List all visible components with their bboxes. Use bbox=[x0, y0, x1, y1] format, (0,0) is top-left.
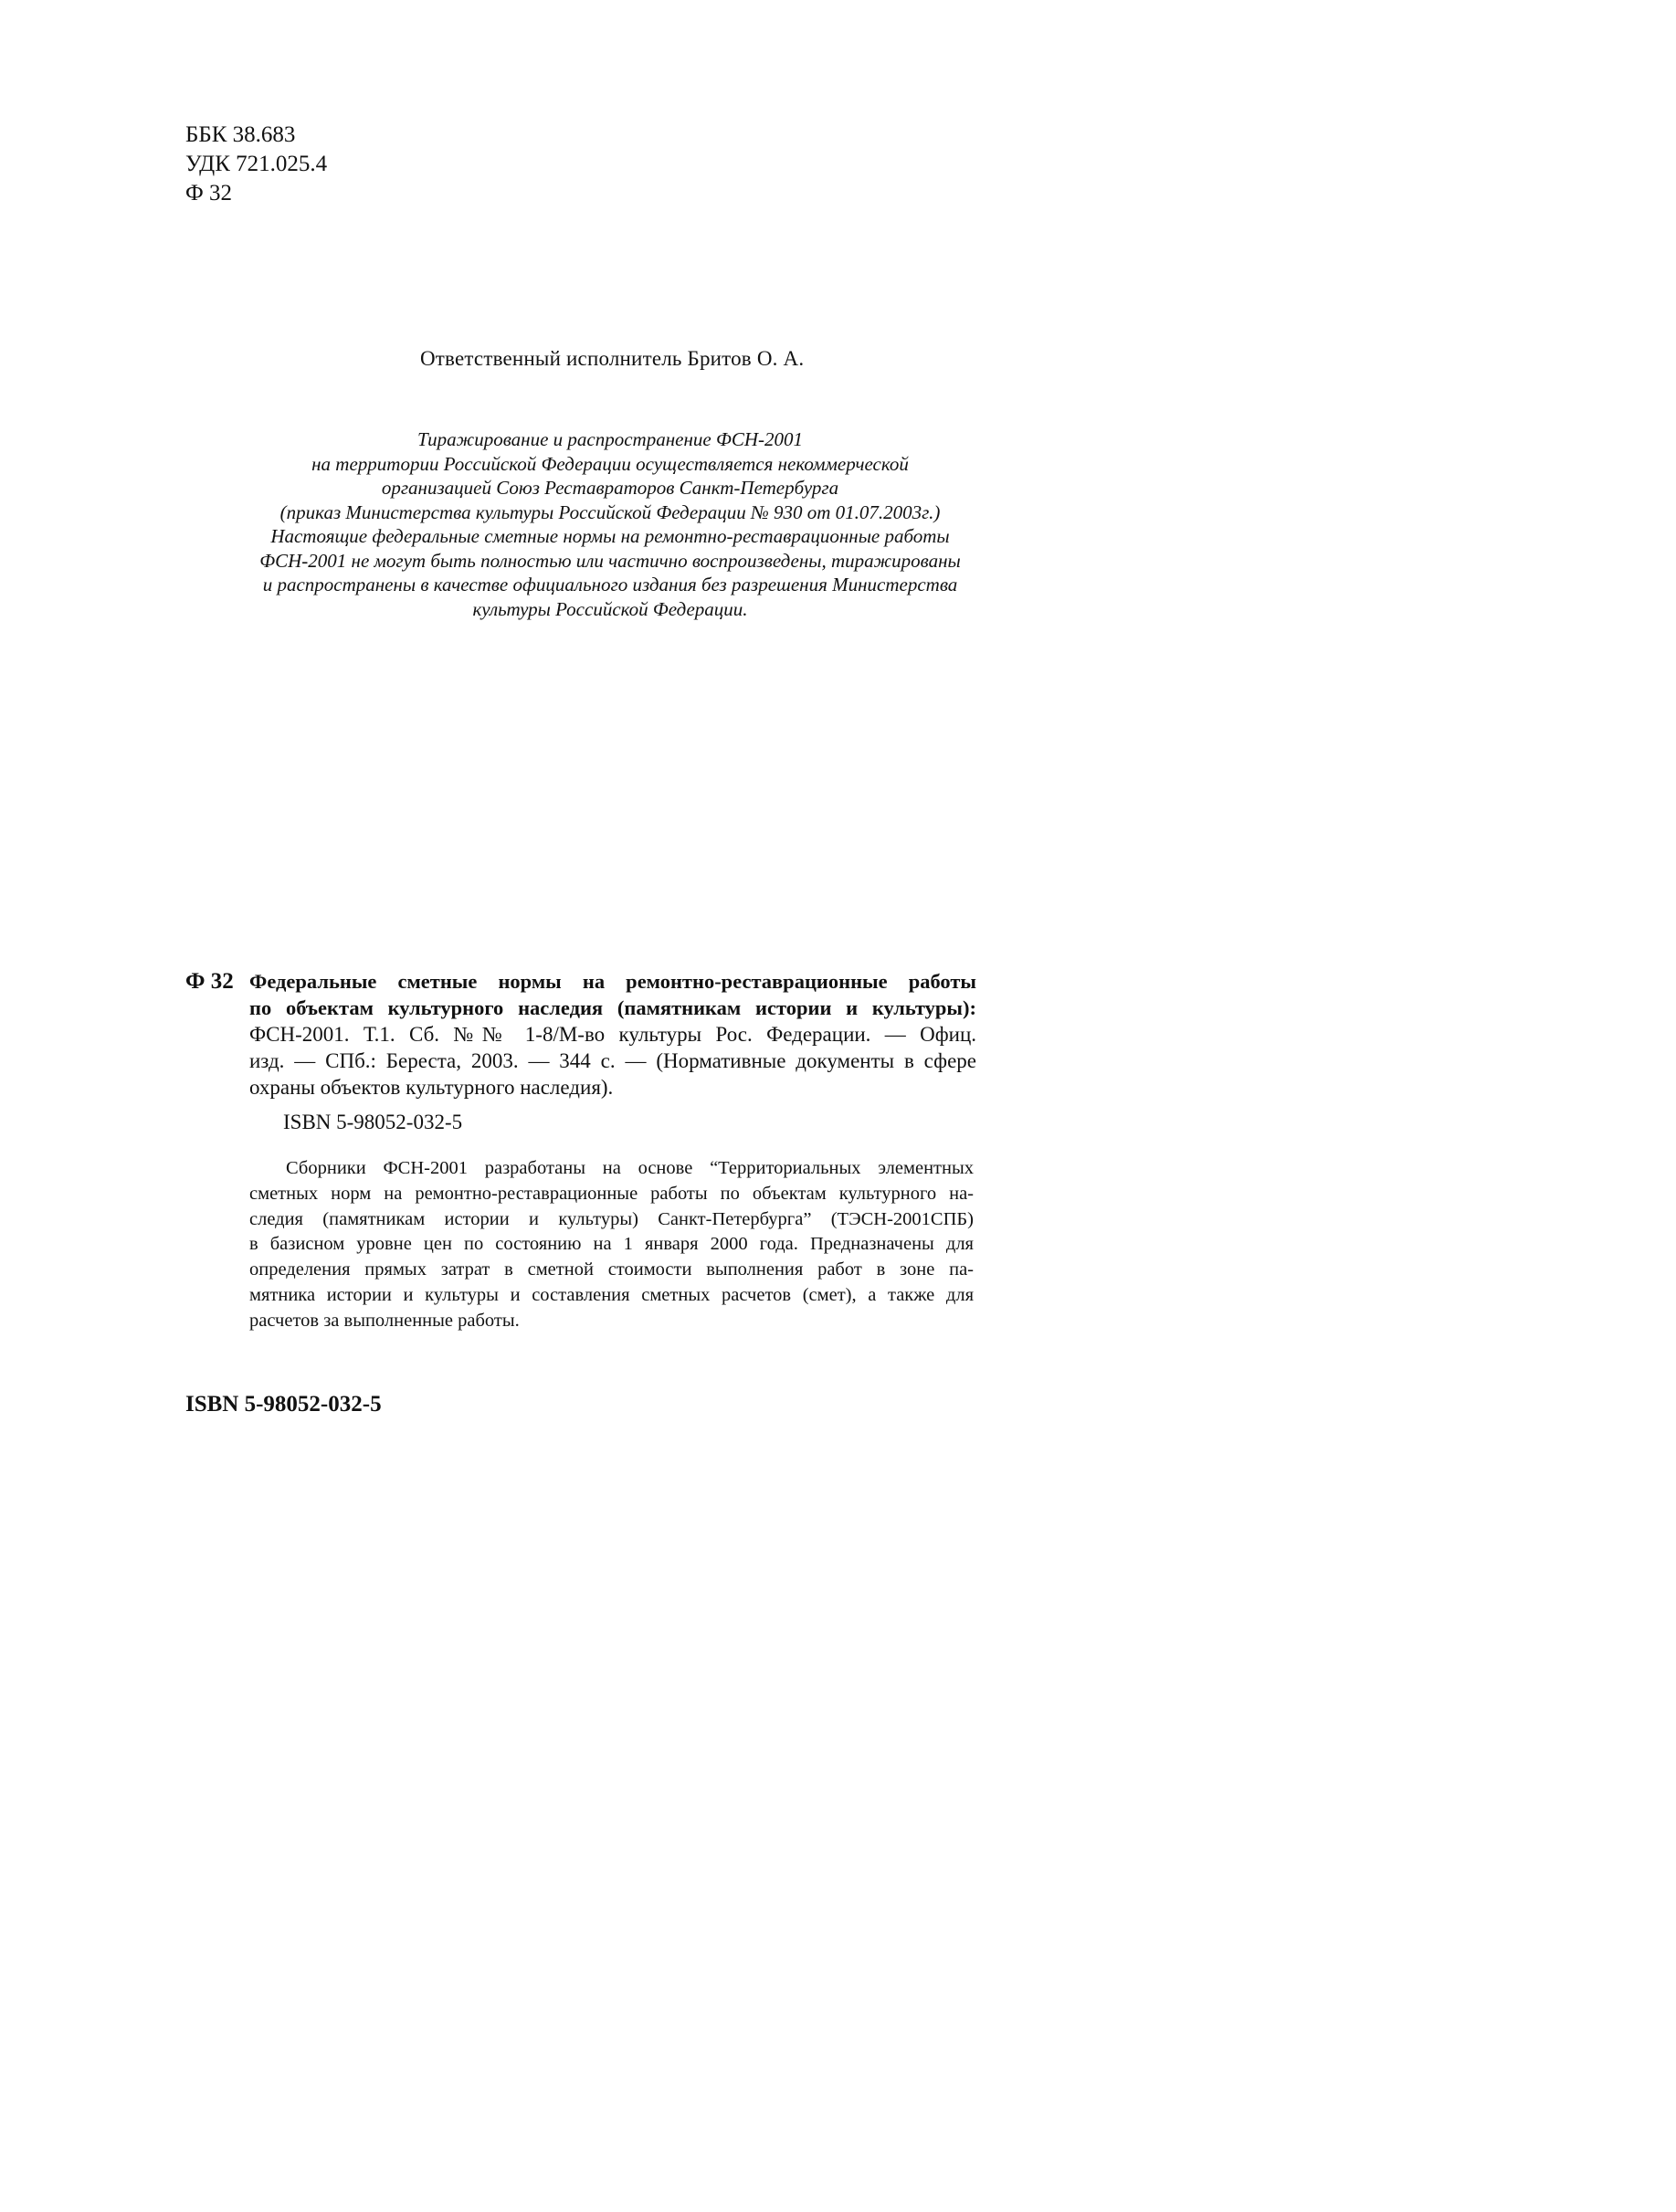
abstract-line: следия (памятникам истории и культуры) Санкт-Петербурга” (ТЭСН-2001СПБ) bbox=[249, 1208, 974, 1229]
abstract-line: расчетов за выполненные работы. bbox=[249, 1310, 520, 1331]
abstract-line: мятника истории и культуры и составления сметных расчетов (смет), а также для bbox=[249, 1284, 974, 1305]
notice-line: Тиражирование и распространение ФСН-2001 bbox=[416, 428, 803, 450]
bib-line: ФСН-2001. Т.1. Сб. №№ 1-8/М-во культуры Рос. Федерации. — Офиц. bbox=[249, 1023, 976, 1046]
document-page bbox=[0, 0, 1096, 1447]
udk-code: УДК 721.025.4 bbox=[185, 152, 328, 176]
bib-description bbox=[249, 968, 976, 1101]
abstract-line: в базисном уровне цен по состоянию на 1 января 2000 года. Предназначены для bbox=[249, 1234, 974, 1255]
bib-line: изд. — СПб.: Береста, 2003. — 344 с. — (Нормативные документы в сфере bbox=[249, 1049, 976, 1072]
notice-line: на территории Российской Федерации осуществляется некоммерческой bbox=[311, 452, 909, 475]
notice-line: ФСН-2001 не могут быть полностью или частично воспроизведены, тиражированы bbox=[259, 549, 961, 572]
copyright-notice bbox=[228, 427, 992, 621]
abstract-line: сметных норм на ремонтно-реставрационные работы по объектам культурного на- bbox=[249, 1183, 974, 1204]
bib-title-line: Федеральные сметные нормы на ремонтно-реставрационные работы bbox=[249, 970, 976, 993]
abstract bbox=[249, 1156, 974, 1334]
abstract-line: определения прямых затрат в сметной стоимости выполнения работ в зоне па- bbox=[249, 1259, 974, 1280]
bib-line: охраны объектов культурного наследия). bbox=[249, 1076, 614, 1099]
bbk-code: ББК 38.683 bbox=[185, 122, 296, 147]
isbn-bottom: ISBN 5-98052-032-5 bbox=[185, 1392, 382, 1417]
classification-block bbox=[185, 121, 327, 208]
abstract-line: Сборники ФСН-2001 разработаны на основе “Территориальных элементных bbox=[286, 1158, 974, 1178]
notice-line: и распространены в качестве официального издания без разрешения Министерства bbox=[262, 574, 958, 595]
notice-line: Настоящие федеральные сметные нормы на ремонтно-реставрационные работы bbox=[270, 525, 950, 547]
author-sign-code: Ф 32 bbox=[185, 181, 233, 205]
bib-title-line: по объектам культурного наследия (памятникам истории и культуры): bbox=[249, 996, 976, 1019]
notice-line: культуры Российской Федерации. bbox=[472, 597, 748, 620]
bib-author-sign: Ф 32 bbox=[185, 969, 234, 994]
notice-line: (приказ Министерства культуры Российской Федерации № 930 от 01.07.2003г.) bbox=[279, 500, 941, 523]
notice-line: организацией Союз Реставраторов Санкт-Петербурга bbox=[381, 477, 839, 499]
responsible-executor: Ответственный исполнитель Бритов О. А. bbox=[420, 347, 805, 370]
isbn-inline: ISBN 5-98052-032-5 bbox=[283, 1111, 463, 1133]
